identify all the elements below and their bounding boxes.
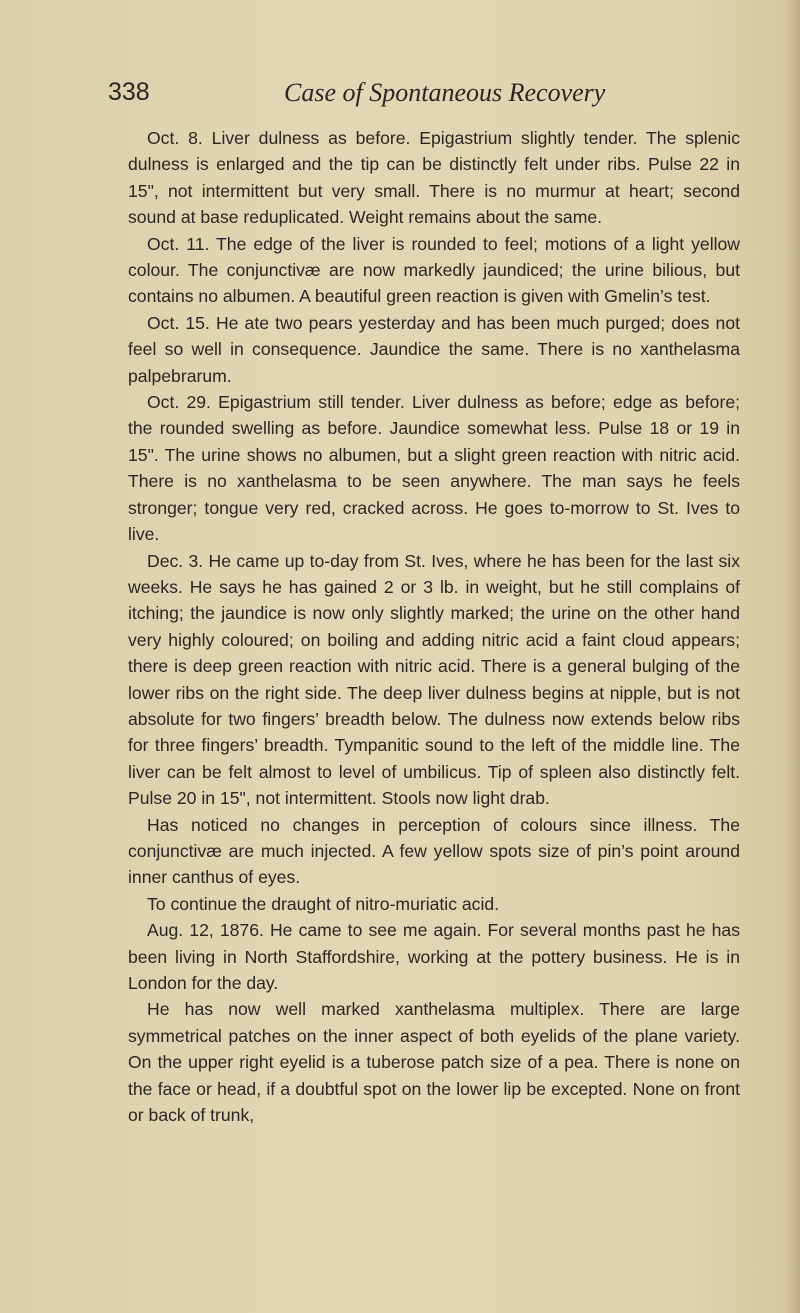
- body-text: [128, 125, 740, 1128]
- running-head: Case of Spontaneous Recovery: [284, 78, 606, 107]
- paragraph-aug-12: Aug. 12, 1876. He came to see me again. For several months past he has been living in North Staffordshire, working at the pottery business. He is in London for the day.: [128, 920, 740, 993]
- paragraph-oct-11: Oct. 11. The edge of the liver is rounded to feel; motions of a light yellow colour. The conjunctivæ are now markedly jaundiced; the urine bilious, but contains no albumen. A beautiful green reaction is given with Gmelin’s test.: [128, 233, 740, 307]
- paragraph-oct-15: Oct. 15. He ate two pears yesterday and has been much purged; does not feel so well in consequence. Jaundice the same. There is no xanthelasma palpebrarum.: [128, 312, 740, 386]
- paragraph-xanthelasma: He has now well marked xanthelasma multiplex. There are large symmetrical patches on the inner aspect of both eyelids of the plane variety. On the upper right eyelid is a tuberose patch size of a pea. There is none on the face or head, if a doubtful spot on the lower lip be excepted. None on front or back of trunk,: [128, 999, 740, 1126]
- paragraph-dec-3: Dec. 3. He came up to-day from St. Ives, where he has been for the last six weeks. He says he has gained 2 or 3 lb. in weight, but he still complains of itching; the jaundice is now only slightly marked; the urine on the other hand very highly coloured; on boiling and adding nitric acid a faint cloud appears; there is deep green reaction with nitric acid. There is a general bulging of the lower ribs on the right side. The deep liver dulness begins at nipple, but is not absolute for two fingers’ breadth below. The dulness now extends below ribs for three fingers’ breadth. Tympanitic sound to the left of the middle line. The liver can be felt almost to level of umbilicus. Tip of spleen also distinctly felt. Pulse 20 in 15", not intermittent. Stools now light drab.: [128, 550, 740, 809]
- paragraph-oct-29: Oct. 29. Epigastrium still tender. Liver dulness as before; edge as before; the rounded swelling as before. Jaundice somewhat less. Pulse 18 or 19 in 15". The urine shows no albumen, but a slight green reaction with nitric acid. There is no xanthelasma to be seen anywhere. The man says he feels stronger; tongue very red, cracked across. He goes to-morrow to St. Ives to live.: [128, 392, 740, 545]
- page-number: 338: [108, 78, 150, 106]
- paragraph-oct-8: Oct. 8. Liver dulness as before. Epigastrium slightly tender. The splenic dulness is enlarged and the tip can be distinctly felt under ribs. Pulse 22 in 15", not intermittent but very small. There is no murmur at heart; second sound at base reduplicated. Weight remains about the same.: [128, 128, 740, 228]
- paragraph-colour-perception: Has noticed no changes in perception of colours since illness. The conjunctivæ are much injected. A few yellow spots size of pin’s point around inner canthus of eyes.: [128, 814, 740, 888]
- paragraph-treatment: To continue the draught of nitro-muriatic acid.: [147, 893, 500, 914]
- page-edge-shadow: [786, 0, 800, 1313]
- page-header: [108, 78, 608, 114]
